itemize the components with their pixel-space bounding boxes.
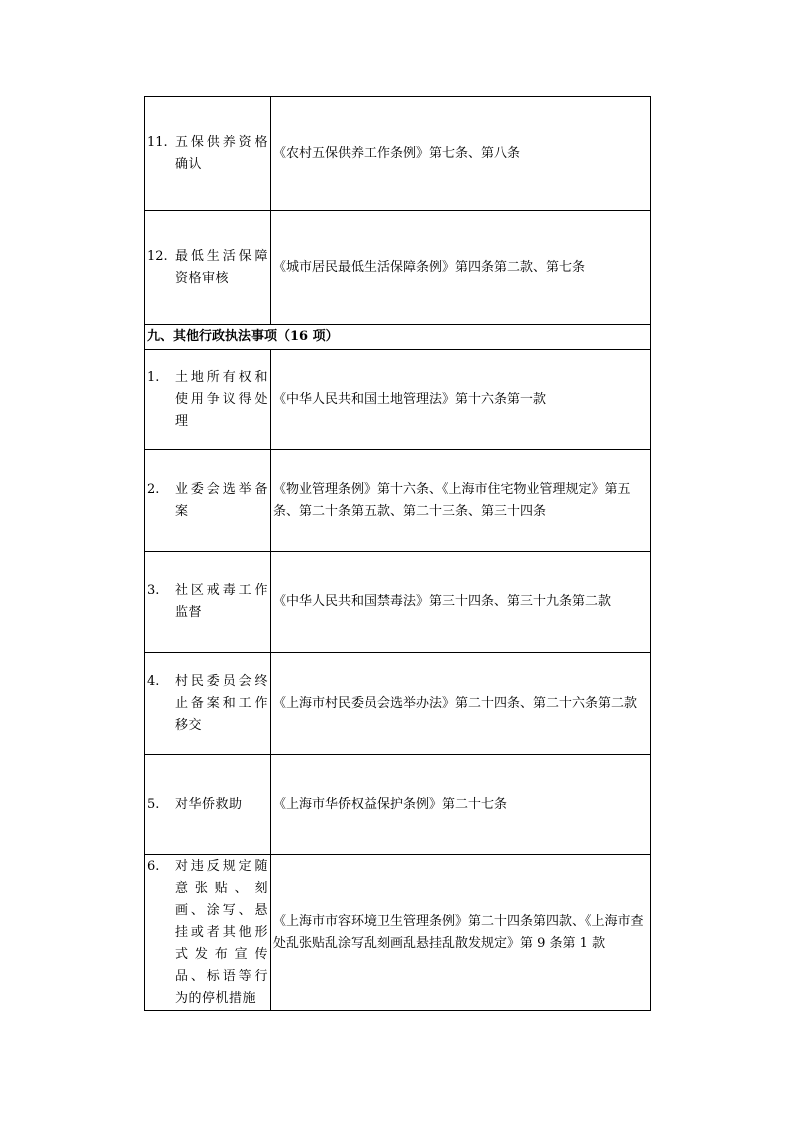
item-number: 6. xyxy=(147,858,160,874)
legal-basis-cell xyxy=(271,350,651,450)
legal-basis-cell xyxy=(271,755,651,855)
legal-basis-cell xyxy=(271,855,651,1011)
item-number: 3. xyxy=(147,583,160,598)
item-cell xyxy=(145,552,271,653)
item-number: 12. xyxy=(147,248,168,264)
legal-basis-cell xyxy=(271,450,651,552)
item-cell xyxy=(145,211,271,325)
legal-basis: 《中华人民共和国禁毒法》第三十四条、第三十九条第二款 xyxy=(273,594,612,609)
item-cell xyxy=(145,755,271,855)
table-row xyxy=(145,450,651,552)
table-row xyxy=(145,855,651,1011)
legal-basis: 《物业管理条例》第十六条、《上海市住宅物业管理规定》第五条、第二十条第五款、第二十三条、第三十四条 xyxy=(273,481,631,519)
table-row xyxy=(145,97,651,211)
table-row xyxy=(145,552,651,653)
item-cell xyxy=(145,97,271,211)
item-number: 4. xyxy=(147,673,160,689)
legal-basis: 《上海市华侨权益保护条例》第二十七条 xyxy=(273,796,508,812)
legal-basis: 《中华人民共和国土地管理法》第十六条第一款 xyxy=(273,391,547,407)
table-row xyxy=(145,350,651,450)
enforcement-basis-table xyxy=(144,96,651,1011)
item-cell xyxy=(145,855,271,1011)
table-row xyxy=(145,653,651,755)
item-name: 对违反规定随意张贴、刻画、涂写、悬挂或者其他形式发布宣传品、标语等行为的停机措施 xyxy=(175,858,268,1006)
legal-basis-cell xyxy=(271,211,651,325)
item-number: 2. xyxy=(147,481,160,497)
item-cell xyxy=(145,350,271,450)
legal-basis-cell xyxy=(271,653,651,755)
item-name: 五保供养资格确认 xyxy=(175,134,268,172)
item-name: 对华侨救助 xyxy=(175,796,243,812)
section-title: 九、其他行政执法事项（16 项） xyxy=(147,329,339,344)
legal-basis: 《农村五保供养工作条例》第七条、第八条 xyxy=(273,145,521,161)
item-name: 土地所有权和使用争议得处理 xyxy=(175,369,268,429)
item-name: 最低生活保障资格审核 xyxy=(175,248,268,286)
section-header-row xyxy=(145,325,651,350)
legal-basis: 《上海市村民委员会选举办法》第二十四条、第二十六条第二款 xyxy=(273,695,638,711)
section-header-cell xyxy=(145,325,651,350)
item-number: 1. xyxy=(147,369,160,385)
item-number: 11. xyxy=(147,134,168,150)
item-cell xyxy=(145,450,271,552)
legal-basis-cell xyxy=(271,552,651,653)
table-row xyxy=(145,211,651,325)
item-cell xyxy=(145,653,271,755)
legal-basis: 《上海市市容环境卫生管理条例》第二十四条第四款、《上海市查处乱张贴乱涂写乱刻画乱悬挂乱散发规定》第 9 条第 1 款 xyxy=(273,913,644,951)
legal-basis: 《城市居民最低生活保障条例》第四条第二款、第七条 xyxy=(273,259,586,275)
item-name: 业委会选举备案 xyxy=(175,481,268,519)
item-name: 社区戒毒工作监督 xyxy=(175,583,268,620)
item-name: 村民委员会终止备案和工作移交 xyxy=(175,673,268,733)
legal-basis-cell xyxy=(271,97,651,211)
item-number: 5. xyxy=(147,796,160,812)
table-row xyxy=(145,755,651,855)
